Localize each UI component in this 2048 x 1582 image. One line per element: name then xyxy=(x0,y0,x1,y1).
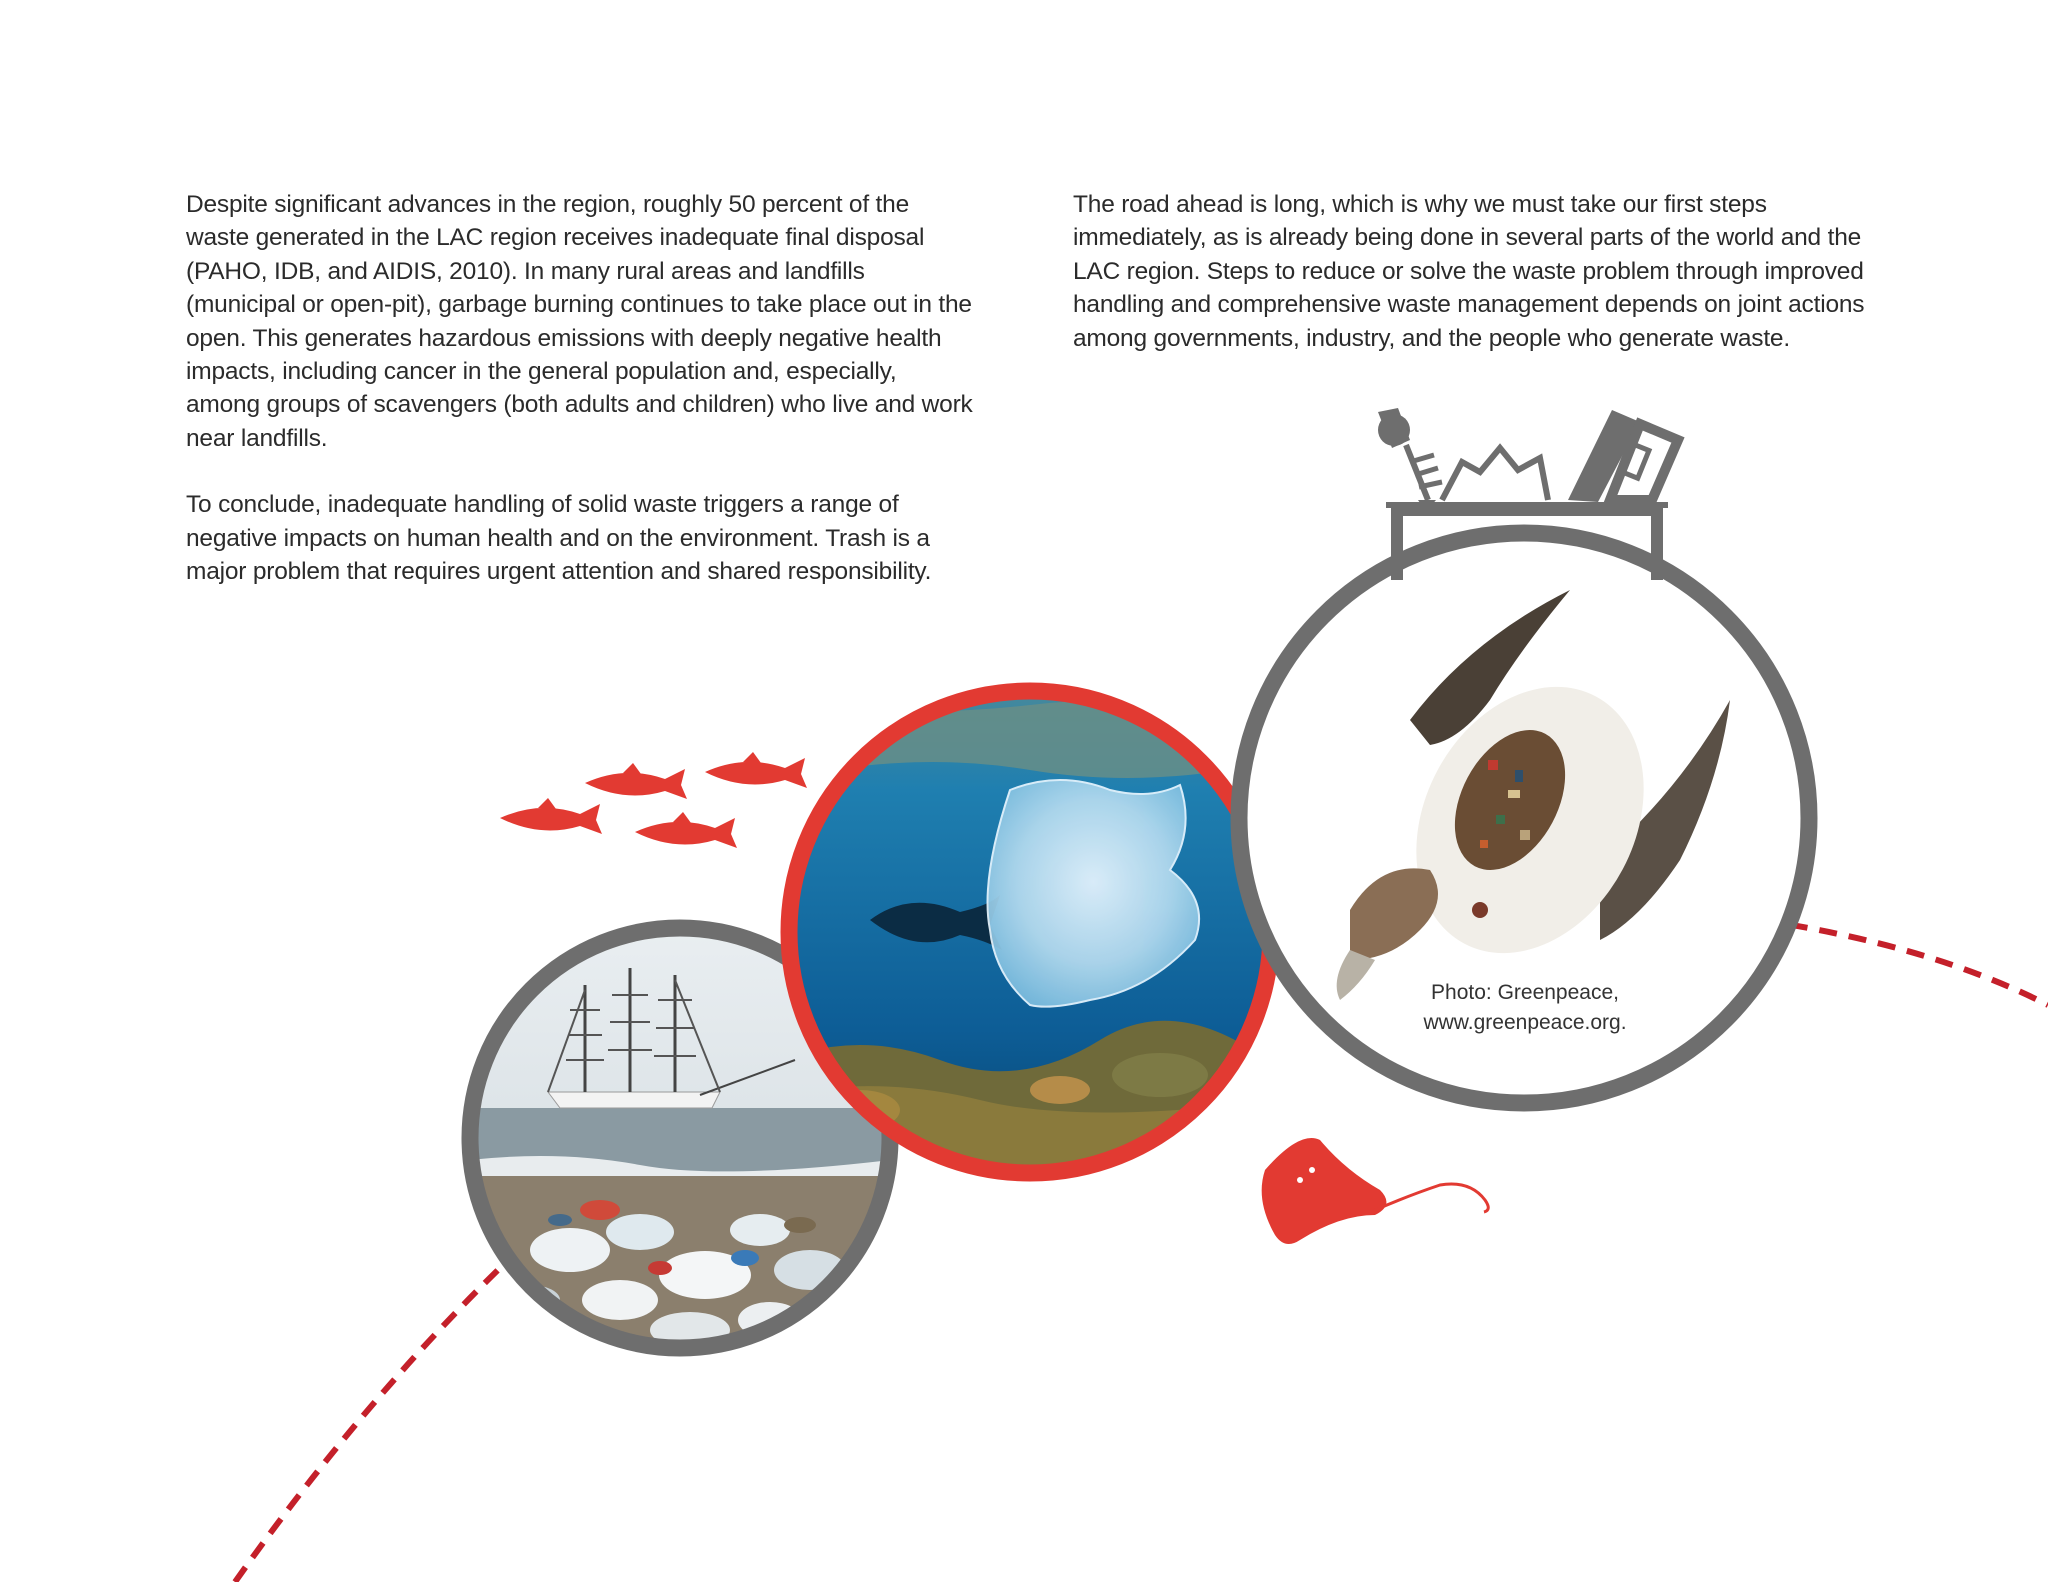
red-fish-icon xyxy=(705,752,807,788)
photo-caption-line-1: Photo: Greenpeace, xyxy=(1431,981,1619,1004)
stingray-icon xyxy=(1262,1138,1489,1244)
crumpled-paper-icon xyxy=(1442,448,1548,500)
red-fish-icon xyxy=(500,798,602,834)
red-fish-icon xyxy=(585,763,687,799)
left-paragraph-1: Despite significant advances in the region, roughly 50 percent of the waste generated in the LAC region receives inadequate final disposal (PAHO, IDB, and AIDIS, 2010). In many rural areas and landfills (municipal or open-pit), garbage burning continues to take place out in the open. This generates hazardous emissions with deeply negative health impacts, including cancer in the general population and, especially, among groups of scavengers (both adults and children) who live and work near landfills. xyxy=(186,191,973,452)
left-paragraph-2: To conclude, inadequate handling of solid waste triggers a range of negative impacts on human health and on the environment. Trash is a major problem that requires urgent attention and shared responsibility. xyxy=(186,491,932,586)
red-fish-school xyxy=(500,752,807,848)
photo-caption-line-2: www.greenpeace.org. xyxy=(1423,1011,1627,1034)
dashed-path-left xyxy=(235,1268,500,1582)
red-fish-icon xyxy=(635,812,737,848)
fish-bone-icon xyxy=(1378,408,1442,512)
right-paragraph-1: The road ahead is long, which is why we must take our first steps immediately, as is already being done in several parts of the world and the LAC region. Steps to reduce or solve the waste problem through improved handling and comprehensive waste management depends on joint actions among governments, industry, and the people who generate waste. xyxy=(1073,191,1865,352)
dashed-path-right xyxy=(1760,920,2048,1005)
carton-icon xyxy=(1568,410,1678,502)
photo-caption xyxy=(1380,978,1670,1038)
